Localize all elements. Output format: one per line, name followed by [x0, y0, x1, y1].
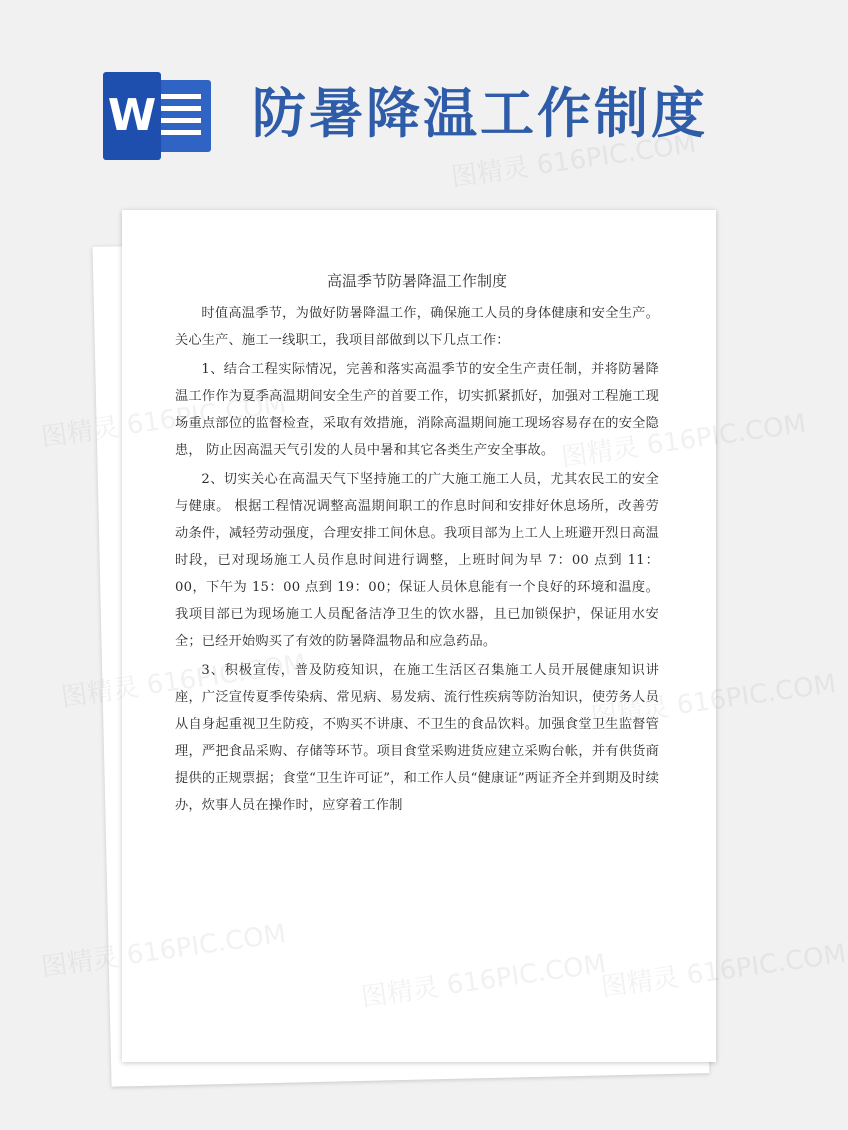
- logo-line: [155, 94, 201, 99]
- document-title: 高温季节防暑降温工作制度: [326, 272, 507, 290]
- watermark-text: 616PIC.COM: [644, 408, 808, 461]
- banner-title: 防暑降温工作制度: [252, 82, 708, 145]
- watermark-text: 图精灵: [39, 412, 121, 453]
- logo-line: [155, 106, 201, 111]
- paragraph-2: 2、切实关心在高温天气下坚持施工的广大施工施工人员，尤其农民工的安全与健康。 根据工程情况调整高温期间职工的作息时间和安排好休息场所，改善劳动条件，减轻劳动强度，合理安排工间休息。我项目部为上工人上班避开烈日高温时段，已对现场施工人员作息时间进行调整，上班时间为早 7：00 点到 11：00，下午为 15：00 点到 19：00；保证人员休息能有一个良好的环境和温度。我项目部已为现场施工人员配备洁净卫生的饮水器，且已加锁保护，保证用水安全；已经开始购买了有效的防暑降温物品和应急药品。: [175, 472, 659, 649]
- logo-letter: W: [103, 72, 161, 160]
- header-banner: [0, 0, 800, 200]
- watermark-text: 图精灵: [59, 672, 141, 713]
- word-document-icon: [103, 72, 215, 160]
- watermark-text: 图精灵: [39, 942, 121, 983]
- logo-line: [155, 130, 201, 135]
- watermark-text: 图精灵 616PIC.COM: [599, 938, 848, 1003]
- paragraph-intro: 时值高温季节，为做好防暑降温工作，确保施工人员的身体健康和安全生产。关心生产、施工一线职工，我项目部做到以下几点工作：: [175, 306, 659, 348]
- watermark-text: 图精灵 616PIC.COM: [449, 128, 698, 193]
- watermark-text: 616PIC.COM: [674, 668, 838, 721]
- document-page: [122, 210, 716, 1062]
- logo-line: [155, 118, 201, 123]
- paragraph-3: 3、积极宣传，普及防疫知识，在施工生活区召集施工人员开展健康知识讲座，广泛宣传夏季传染病、常见病、易发病、流行性疾病等防治知识，使劳务人员从自身起重视卫生防疫，不购买不讲康、不卫生的食品饮料。加强食堂卫生监督管理，严把食品采购、存储等环节。项目食堂采购进货应建立采购台帐，并有供货商提供的正规票据；食堂“卫生许可证”，和工作人员“健康证”两证齐全并到期及时续办，炊事人员在操作时，应穿着工作制: [175, 663, 659, 813]
- paragraph-1: 1、结合工程实际情况，完善和落实高温季节的安全生产责任制，并将防暑降温工作作为夏季高温期间安全生产的首要工作，切实抓紧抓好，加强对工程施工现场重点部位的监督检查，采取有效措施，消除高温期间施工现场容易存在的安全隐患， 防止因高温天气引发的人员中暑和其它各类生产安全事故。: [175, 362, 659, 458]
- document-content: [175, 266, 659, 819]
